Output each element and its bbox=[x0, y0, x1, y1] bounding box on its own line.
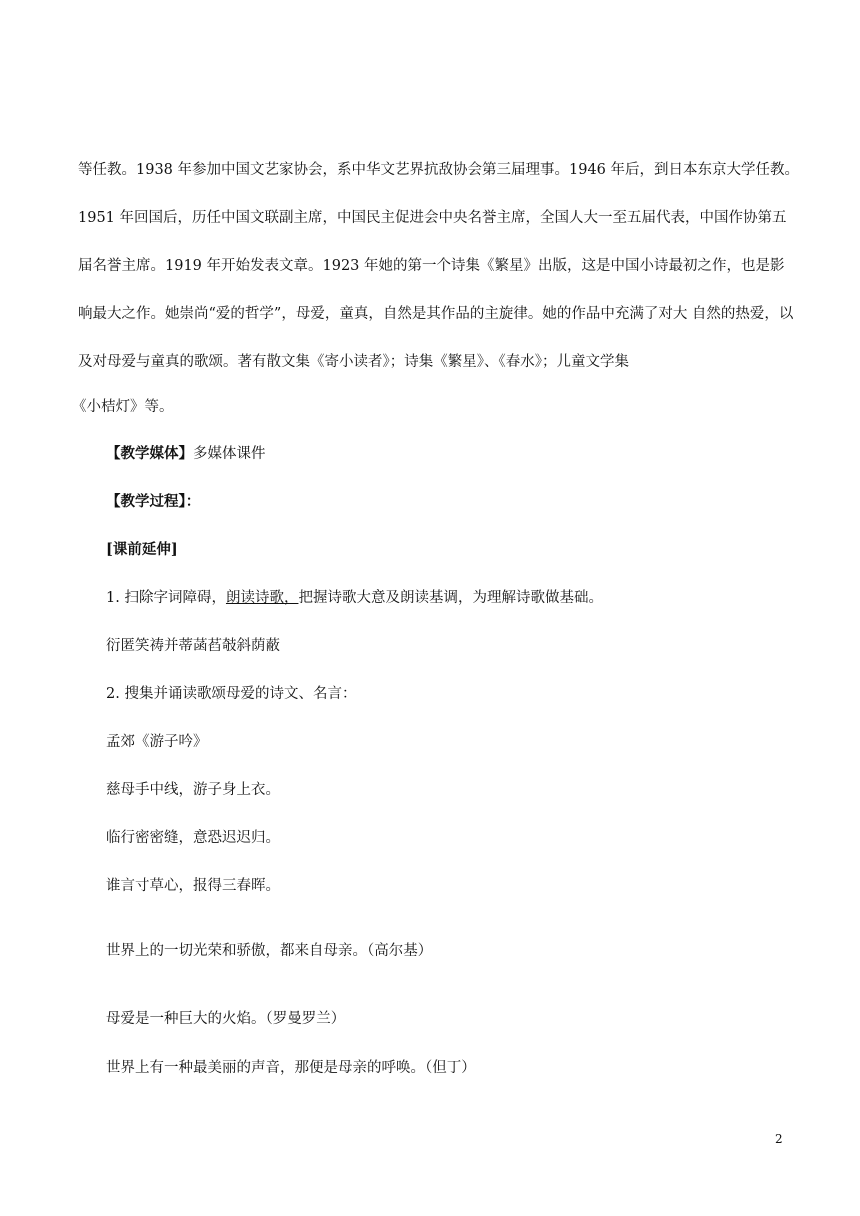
teaching-media-heading: 【教学媒体】 bbox=[106, 445, 193, 462]
bio-line-2: 1951 年回国后，历任中国文联副主席，中国民主促进会中央名誉主席，全国人大一至五届代表，中国作协第五 bbox=[78, 210, 787, 226]
pre-class-item-1 bbox=[106, 588, 603, 608]
teaching-process-heading: 【教学过程】： bbox=[106, 493, 201, 510]
item-1-underlined: 朗读诗歌， bbox=[225, 590, 299, 606]
pre-class-heading: [课前延伸] bbox=[106, 541, 178, 558]
poem-line-3: 谁言寸草心，报得三春晖。 bbox=[106, 878, 280, 894]
item-1-prefix: 1. 扫除字词障碍， bbox=[106, 590, 226, 606]
page-number: 2 bbox=[775, 1132, 783, 1146]
item-1-suffix: 把握诗歌大意及朗读基调，为理解诗歌做基础。 bbox=[298, 590, 603, 606]
teaching-media bbox=[106, 444, 266, 464]
bio-line-5: 及对母爱与童真的歌颂。著有散文集《寄小读者》；诗集《繁星》、《春水》；儿童文学集 bbox=[78, 354, 629, 370]
quote-dante: 世界上有一种最美丽的声音，那便是母亲的呼唤。（但丁） bbox=[106, 1060, 476, 1076]
bio-line-1: 等任教。1938 年参加中国文艺家协会，系中华文艺界抗敌协会第三届理事。1946 年后，到日本东京大学任教。 bbox=[78, 162, 800, 178]
bio-line-6: 《小桔灯》等。 bbox=[72, 399, 174, 415]
vocabulary-characters: 衍匿笑祷并蒂菡萏攲斜荫蔽 bbox=[106, 638, 280, 654]
bio-line-4: 响最大之作。她崇尚“爱的哲学”，母爱，童真，自然是其作品的主旋律。她的作品中充满了对大 自然的热爱，以 bbox=[78, 306, 794, 322]
teaching-media-text: 多媒体课件 bbox=[193, 446, 266, 462]
poem-line-2: 临行密密缝，意恐迟迟归。 bbox=[106, 830, 280, 846]
quote-rolland: 母爱是一种巨大的火焰。（罗曼罗兰） bbox=[106, 1011, 346, 1027]
poem-line-1: 慈母手中线，游子身上衣。 bbox=[106, 782, 280, 798]
bio-line-3: 届名誉主席。1919 年开始发表文章。1923 年她的第一个诗集《繁星》出版，这是中国小诗最初之作，也是影 bbox=[78, 258, 785, 274]
pre-class-item-2: 2. 搜集并诵读歌颂母爱的诗文、名言： bbox=[106, 686, 357, 702]
quote-gorky: 世界上的一切光荣和骄傲，都来自母亲。（高尔基） bbox=[106, 943, 433, 959]
poem-title: 孟郊《游子吟》 bbox=[106, 734, 208, 750]
